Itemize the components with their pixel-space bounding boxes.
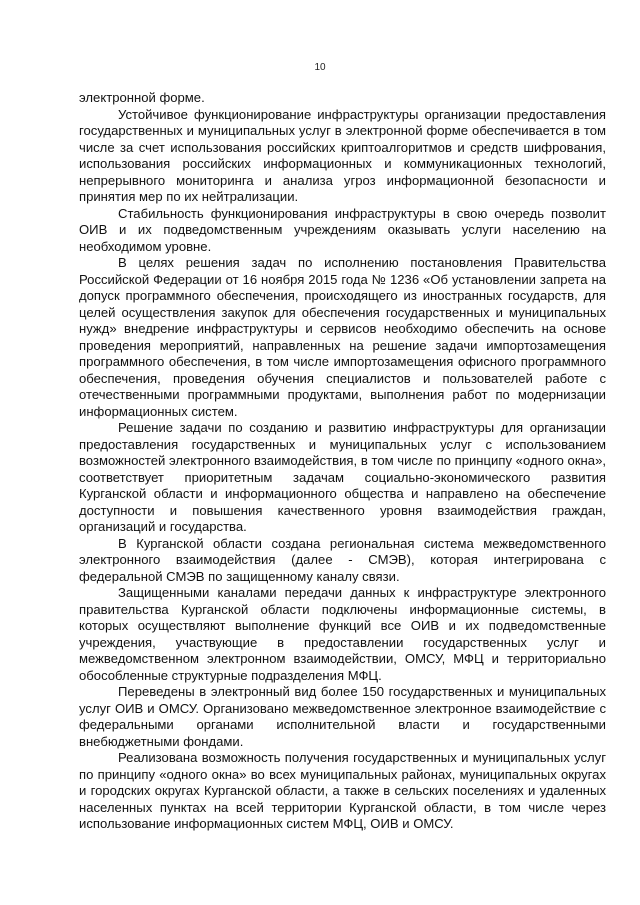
paragraph: Стабильность функционирования инфраструктуры в свою очередь позволит ОИВ и их подведомственным учреждениям оказывать услуги населению на необходимом уровне.: [79, 205, 606, 254]
paragraph: Переведены в электронный вид более 150 государственных и муниципальных услуг ОИВ и ОМСУ. Организовано межведомственное электронное взаимодействие с федеральными органами исполнительной власти и государственными внебюджетными фондами.: [79, 684, 606, 749]
page-number: 10: [314, 62, 326, 73]
paragraph: Решение задачи по созданию и развитию инфраструктуры для организации предоставления государственных и муниципальных услуг с использованием возможностей электронного взаимодействия, в том числе по принципу «одного окна», соответствует приоритетным задачам социально-экономического развития Курганской области и информационного общества и направлено на обеспечение доступности и повышения качественного уровня взаимодействия граждан, организаций и государства.: [79, 420, 606, 534]
paragraph: Реализована возможность получения государственных и муниципальных услуг по принципу «одного окна» во всех муниципальных районах, муниципальных округах и городских округах Курганской области, а также в сельских поселениях и удаленных населенных пунктах на всей территории Курганской области, в том числе через использование информационных систем МФЦ, ОИВ и ОМСУ.: [79, 750, 606, 831]
paragraph: Защищенными каналами передачи данных к инфраструктуре электронного правительства Курганской области подключены информационные системы, в которых осуществляют выполнение функций все ОИВ и их подведомственные учреждения, участвующие в предоставлении государственных услуг и межведомственном электронном взаимодействии, ОМСУ, МФЦ и территориально обособленные структурные подразделения МФЦ.: [79, 585, 606, 683]
paragraph: Устойчивое функционирование инфраструктуры организации предоставления государственных и муниципальных услуг в электронной форме обеспечивается в том числе за счет использования российских криптоалгоритмов и средств шифрования, использования российских информационных и коммуникационных технологий, непрерывного мониторинга и анализа угроз информационной безопасности и принятия мер по их нейтрализации.: [79, 106, 606, 204]
paragraph: В Курганской области создана региональная система межведомственного электронного взаимодействия (далее - СМЭВ), которая интегрирована с федеральной СМЭВ по защищенному каналу связи.: [79, 535, 606, 584]
document-body: [79, 90, 606, 833]
paragraph: В целях решения задач по исполнению постановления Правительства Российской Федерации от 16 ноября 2015 года № 1236 «Об установлении запрета на допуск программного обеспечения, происходящего из иностранных государств, для целей осуществления закупок для обеспечения государственных и муниципальных нужд» внедрение инфраструктуры и сервисов необходимо обеспечить на основе проведения мероприятий, направленных на решение задачи импортозамещения программного обеспечения, в том числе импортозамещения офисного программного обеспечения, проведения обучения специалистов и пользователей работе с отечественными программными продуктами, выполнения работ по модернизации информационных систем.: [79, 255, 606, 419]
paragraph-continuation: электронной форме.: [79, 90, 205, 105]
